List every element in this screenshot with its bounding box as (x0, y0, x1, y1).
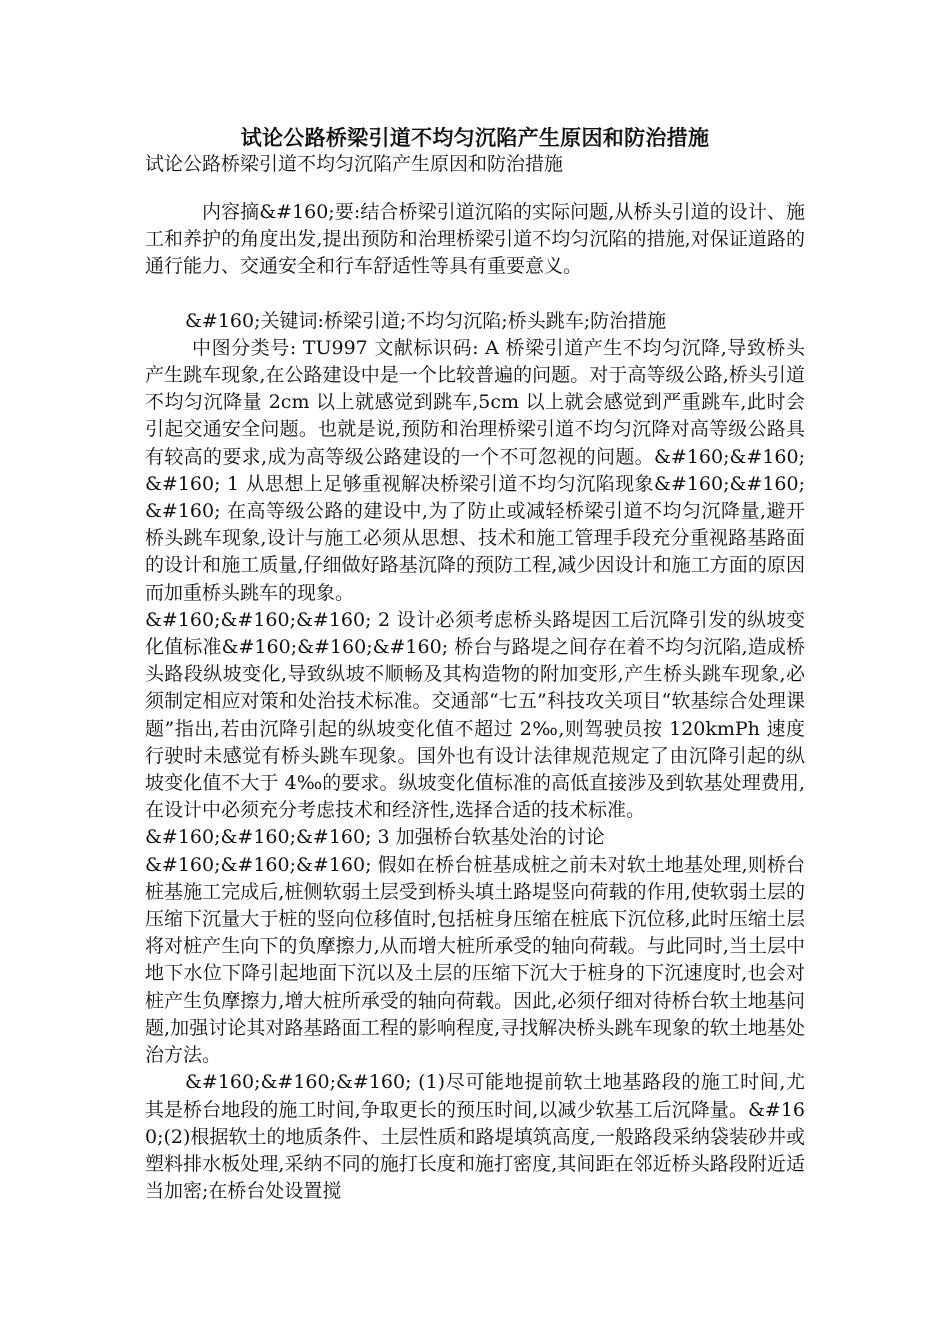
keywords-paragraph: &#160;关键词:桥梁引道;不均匀沉陷;桥头跳车;防治措施 (185, 309, 667, 332)
measures-paragraph: &#160;&#160;&#160; (1)尽可能地提前软土地基路段的施工时间,尤其是桥台地段的施工时间,争取更长的预压时间,以减少软基工后沉降量。&#160;(2)根据软土的地质条件、土层性质和路堤填筑高度,一般路段采纳袋装砂井或塑料排水板处理,采纳不同的施打长度和施打密度,其间距在邻近桥头路段附近适当加密;在桥台处设置搅 (145, 1071, 805, 1203)
document-title: 试论公路桥梁引道不均匀沉陷产生原因和防治措施 (240, 126, 710, 150)
section-3-paragraph: &#160;&#160;&#160; 假如在桥台桩基成桩之前未对软土地基处理,则桥台桩基施工完成后,桩侧软弱土层受到桥头填土路堤竖向荷载的作用,使软弱土层的压缩下沉量大于桩的竖向位移值时,包括桩身压缩在桩底下沉位移,此时压缩土层将对桩产生向下的负摩擦力,从而增大桩所承受的轴向荷载。与此同时,当土层中地下水位下降引起地面下沉以及土层的压缩下沉大于桩身的下沉速度时,也会对桩产生负摩擦力,增大桩所承受的轴向荷载。因此,必须仔细对待桥台软土地基问题,加强讨论其对路基路面工程的影响程度,寻找解决桥头跳车现象的软土地基处治方法。 (145, 853, 805, 1067)
section-3-heading: &#160;&#160;&#160; 3 加强桥台软基处治的讨论 (145, 826, 605, 849)
classification-paragraph: 中图分类号: TU997 文献标识码: A 桥梁引道产生不均匀沉降,导致桥头产生跳车现象,在公路建设中是一个比较普遍的问题。对于高等级公路,桥头引道不均匀沉降量 2cm 以上就感觉到跳车,5cm 以上就会感觉到严重跳车,此时会引起交通安全问题。也就是说,预防和治理桥梁引道不均匀沉降对高等级公路具有较高的要求,成为高等级公路建设的一个不可忽视的问题。&#160;&#160;&#160; 1 从思想上足够重视解决桥梁引道不均匀沉陷现象&#160;&#160;&#160; 在高等级公路的建设中,为了防止或减轻桥梁引道不均匀沉降量,避开桥头跳车现象,设计与施工必须从思想、技术和施工管理手段充分重视路基路面的设计和施工质量,仔细做好路基沉降的预防工程,减少因设计和施工方面的原因而加重桥头跳车的现象。 (145, 336, 805, 604)
section-2-paragraph: &#160;&#160;&#160; 2 设计必须考虑桥头路堤因工后沉降引发的纵坡变化值标准&#160;&#160;&#160; 桥台与路堤之间存在着不均匀沉陷,造成桥头路段纵坡变化,导致纵坡不顺畅及其构造物的附加变形,产生桥头跳车现象,必须制定相应对策和处治技术标准。交通部“七五”科技攻关项目“软基综合处理课题”指出,若由沉降引起的纵坡变化值不超过 2‰,则驾驶员按 120kmPh 速度行驶时未感觉有桥头跳车现象。国外也有设计法律规范规定了由沉降引起的纵坡变化值不大于 4‰的要求。纵坡变化值标准的高低直接涉及到软基处理费用,在设计中必须充分考虑技术和经济性,选择合适的技术标准。 (145, 608, 805, 822)
document-body (145, 199, 805, 1205)
abstract-paragraph: 内容摘&#160;要:结合桥梁引道沉陷的实际问题,从桥头引道的设计、施工和养护的角度出发,提出预防和治理桥梁引道不均匀沉陷的措施,对保证道路的通行能力、交通安全和行车舒适性等具有重要意义。 (145, 201, 805, 278)
paragraph-spacer (145, 281, 805, 308)
document-subtitle: 试论公路桥梁引道不均匀沉陷产生原因和防治措施 (145, 153, 564, 175)
